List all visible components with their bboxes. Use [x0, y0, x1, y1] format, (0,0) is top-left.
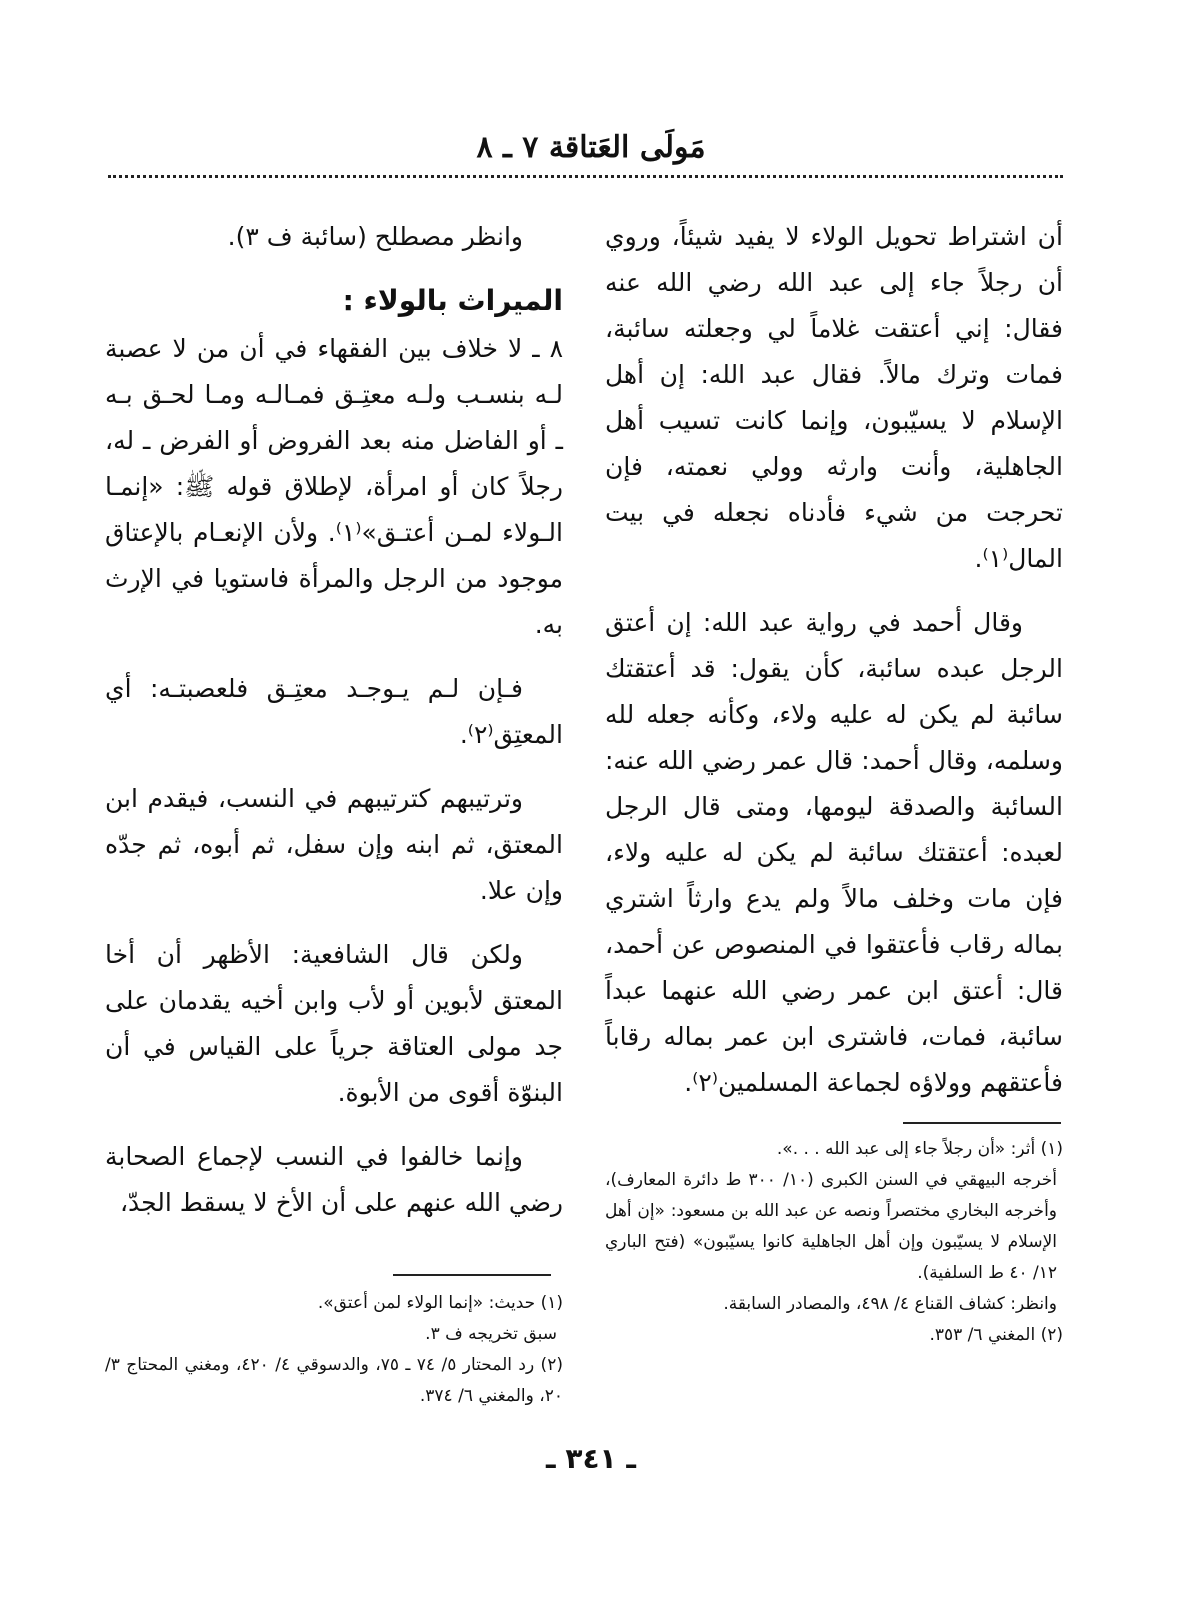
header-dotted-rule — [108, 175, 1063, 178]
right-footnote-1-body: أخرجه البيهقي في السنن الكبرى (١٠/ ٣٠٠ ط دائرة المعارف)، وأخرجه البخاري مختصراً ونصه عن عبد الله بن مسعود: «إن أهل الإسلام لا يسيّبون وإن أهل الجاهلية كانوا يسيّبون» (فتح الباري ١٢/ ٤٠ ط السلفية). — [605, 1170, 1057, 1283]
left-intro: وانظر مصطلح (سائبة ف ٣). — [227, 222, 523, 251]
left-footnote-1: (١) حديث: «إنما الولاء لمن أعتق». — [317, 1293, 563, 1313]
running-header: مَولَى العَتاقة ٧ ـ ٨ — [476, 130, 706, 165]
left-footnote-rule — [393, 1274, 551, 1276]
right-paragraph-2: وقال أحمد في رواية عبد الله: إن أعتق الرجل عبده سائبة، كأن يقول: قد أعتقتك سائبة لم يكن له عليه ولاء، وكأنه جعله لله وسلمه، وقال أحمد: قال عمر رضي الله عنه: السائبة والصدقة ليومها، ومتى قال الرجل لعبده: أعتقتك سائبة لم يكن له عليه ولاء، فإن مات وخلف مالاً ولم يدع وارثاً اشتري بماله رقاب فأعتقوا في المنصوص عن أحمد، قال: أعتق ابن عمر رضي الله عنهما عبداً سائبة، فمات، فاشترى ابن عمر بماله رقاباً فأعتقهم وولاؤه لجماعة المسلمين⁽٢⁾. — [605, 608, 1063, 1097]
section-heading-inheritance: الميراث بالولاء : — [342, 284, 563, 317]
left-paragraph-5: وإنما خالفوا في النسب لإجماع الصحابة رضي الله عنهم على أن الأخ لا يسقط الجدّ، — [105, 1142, 563, 1217]
left-footnotes — [105, 1288, 563, 1412]
right-paragraph-1: أن اشتراط تحويل الولاء لا يفيد شيئاً، وروي أن رجلاً جاء إلى عبد الله رضي الله عنه فقال: إني أعتقت غلاماً لي وجعلته سائبة، فمات وترك مالاً. فقال عبد الله: إن أهل الإسلام لا يسيّبون، وإنما كانت تسيب أهل الجاهلية، وأنت وارثه وولي نعمته، فإن تحرجت من شيء فأدناه نجعله في بيت المال⁽١⁾. — [605, 222, 1063, 573]
right-footnote-rule — [903, 1122, 1061, 1124]
right-footnote-1-see-also: وانظر: كشاف القناع ٤/ ٤٩٨، والمصادر السابقة. — [723, 1294, 1057, 1314]
left-footnote-2: (٢) رد المحتار ٥/ ٧٤ ـ ٧٥، والدسوقي ٤/ ٤٢٠، ومغني المحتاج ٣/ ٢٠، والمغني ٦/ ٣٧٤. — [105, 1355, 563, 1406]
left-paragraph-1: ٨ ـ لا خلاف بين الفقهاء في أن من لا عصبة لـه بنسـب ولـه معتِـق فمـالـه ومـا لحـق بـه ـ أو الفاضل منه بعد الفروض أو الفرض ـ له، رجلاً كان أو امرأة، لإطلاق قوله ﷺ: «إنمـا الـولاء لمـن أعتـق»⁽١⁾. ولأن الإنعـام بالإعتاق موجود من الرجل والمرأة فاستويا في الإرث به. — [105, 334, 563, 639]
left-paragraph-4: ولكن قال الشافعية: الأظهر أن أخا المعتق لأبوين أو لأب وابن أخيه يقدمان على جد مولى العتاقة جرياً على القياس في أن البنوّة أقوى من الأبوة. — [105, 940, 563, 1107]
left-paragraph-3: وترتيبهم كترتيبهم في النسب، فيقدم ابن المعتق، ثم ابنه وإن سفل، ثم أبوه، ثم جدّه وإن علا. — [105, 784, 563, 905]
left-column — [105, 214, 563, 1244]
right-footnote-1: (١) أثر: «أن رجلاً جاء إلى عبد الله . . .». — [776, 1139, 1063, 1159]
right-footnote-2: (٢) المغني ٦/ ٣٥٣. — [929, 1325, 1063, 1345]
page-number: ـ ٣٤١ ـ — [546, 1442, 636, 1475]
right-column — [605, 214, 1063, 1124]
left-footnote-1-body: سبق تخريجه ف ٣. — [425, 1324, 557, 1344]
left-paragraph-2: فـإن لـم يـوجـد معتِـق فلعصبتـه: أي المعتِق⁽٢⁾. — [105, 674, 563, 749]
right-footnotes — [605, 1134, 1063, 1351]
